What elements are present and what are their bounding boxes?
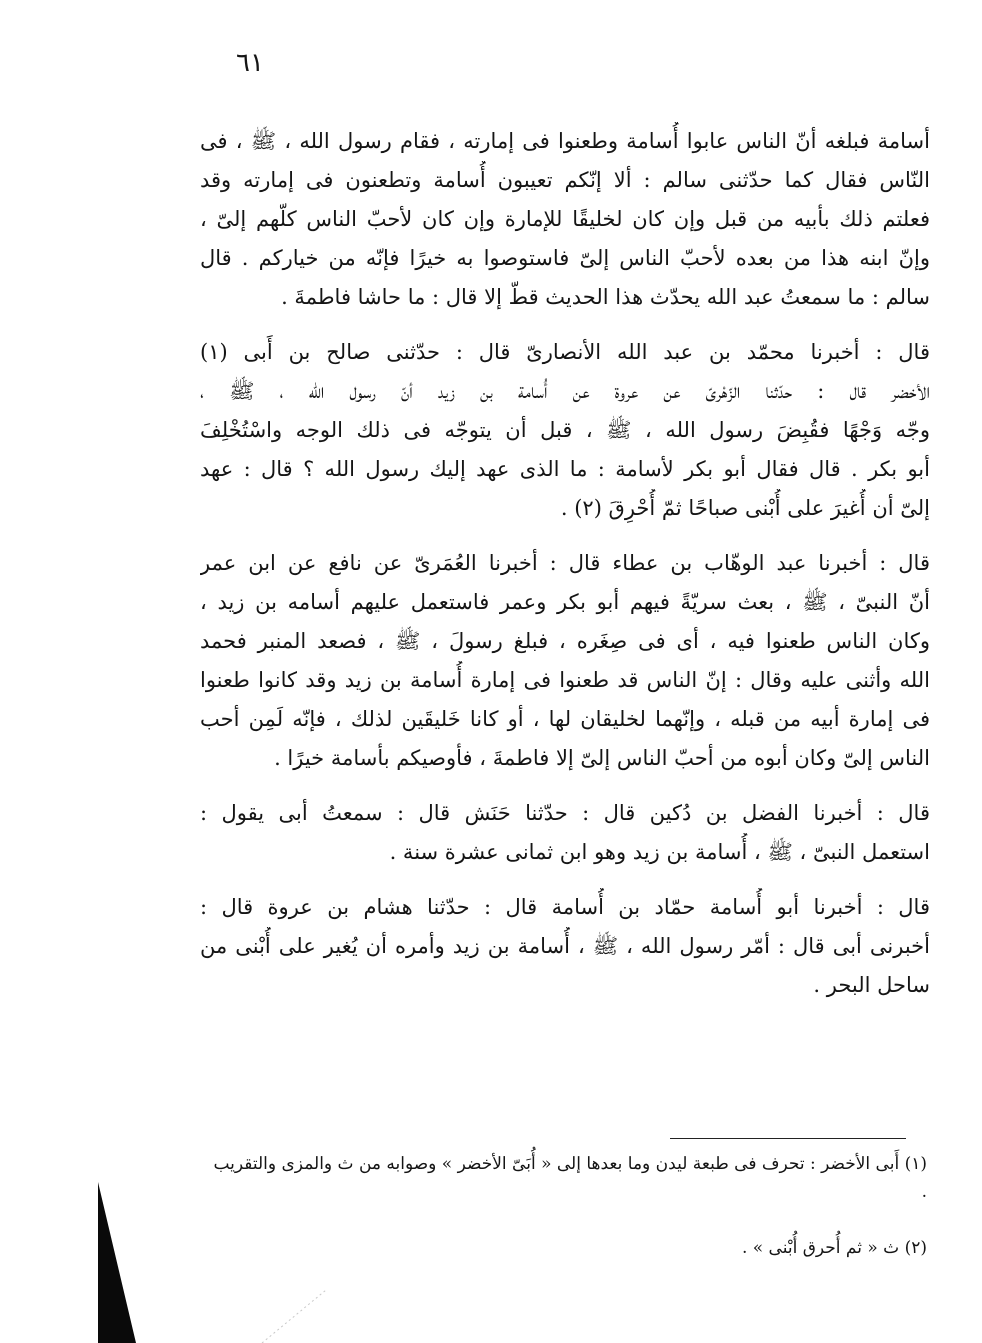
text-line: فعلتم ذلك بأبيه من قبل وإن كان لخليقًا للإمارة وإن كان لأحبّ الناس كلّهم إلىّ ، — [200, 207, 930, 231]
footnote-2: (٢) ث « ثم أُحرق أُبْنى » . — [741, 1238, 927, 1258]
text-line: أسامة فبلغه أنّ الناس عابوا أُسامة وطعنوا فى إمارته ، فقام رسول الله ، ﷺ ، فى — [200, 129, 930, 153]
text-line: قال : أخبرنا الفضل بن دُكين قال : حدّثنا حَنَش قال : سمعتُ أبى يقول : — [200, 801, 930, 825]
text-line: استعمل النبىّ ، ﷺ ، أُسامة بن زيد وهو ابن ثمانى عشرة سنة . — [389, 840, 930, 864]
footnote-divider — [670, 1138, 906, 1139]
text-line: وجّه وَجْهًا فقُبِضَ رسول الله ، ﷺ ، قبل أن يتوجّه فى ذلك الوجه واسْتُخْلِفَ — [200, 418, 930, 442]
text-line: أنّ النبىّ ، ﷺ ، بعث سريّةً فيهم أبو بكر وعمر فاستعمل عليهم أسامه بن زيد ، — [200, 590, 930, 614]
text-line: قال : أخبرنا محمّد بن عبد الله الأنصارىّ قال : حدّثنى صالح بن أَبى (١) — [200, 340, 930, 364]
scan-streak — [262, 1290, 326, 1343]
paragraph-3 — [200, 544, 930, 778]
text-line: أخبرنى أبى قال : أمّر رسول الله ، ﷺ ، أُسامة بن زيد وأمره أن يُغير على أُبْنى من — [200, 934, 930, 958]
text-line: الناس إلىّ وكان أبوه من أحبّ الناس إلىّ إلا فاطمةَ ، فأوصيكم بأسامة خيرًا . — [274, 746, 930, 770]
paragraph-5 — [200, 888, 930, 1005]
text-line: الأخضر قال : حدّثنا الزّهْرىّ عن عروة عن أُسامة بن زيد أنّ رسول الله ، ﷺ ، — [200, 379, 930, 403]
paragraph-2 — [200, 333, 930, 528]
text-line: إلىّ أن أُغيرَ على أُبْنى صباحًا ثمّ أُحْرِقَ (٢) . — [560, 496, 930, 520]
text-line: سالم : ما سمعتُ عبد الله يحدّث هذا الحديث قطّ إلا قال : ما حاشا فاطمةَ . — [281, 285, 930, 309]
text-line: ساحل البحر . — [813, 973, 930, 997]
text-line: الله وأثنى عليه وقال : إنّ الناس قد طعنوا فى إمارة أُسامة بن زيد وقد كانوا طعنوا — [200, 668, 930, 692]
text-line: أبو بكر . قال فقال أبو بكر لأسامة : ما الذى عهد إليك رسول الله ؟ قال : عهد — [200, 457, 930, 481]
text-line: النّاس فقال كما حدّثنى سالم : ألا إنّكم تعيبون أُسامة وتطعنون فى إمارته وقد — [200, 168, 930, 192]
text-line: فى إمارة أبيه من قبله ، وإنّهما لخليقان لها ، أو كانا خَليقَين لذلك ، فإنّه لَمِن أحب — [200, 707, 930, 731]
binding-shadow — [98, 1182, 136, 1343]
page-number: ٦١ — [236, 48, 264, 78]
text-line: قال : أخبرنا عبد الوهّاب بن عطاء قال : أخبرنا العُمَرىّ عن نافع عن ابن عمر — [200, 551, 930, 575]
footnote-1: (١) أَبى الأخضر : تحرف فى طبعة ليدن وما بعدها إلى « أُبَىّ الأخضر » وصوابه من ث والمزى والتقريب . — [213, 1154, 927, 1202]
main-text — [200, 122, 930, 1005]
footnotes — [205, 1150, 927, 1262]
paragraph-4 — [200, 794, 930, 872]
text-line: قال : أخبرنا أبو أُسامة حمّاد بن أُسامة قال : حدّثنا هشام بن عروة قال : — [200, 895, 930, 919]
text-line: وإنّ ابنه هذا من بعده لأحبّ الناس إلىّ فاستوصوا به خيرًا فإنّه من خياركم . قال — [200, 246, 930, 270]
text-line: وكان الناس طعنوا فيه ، أى فى صِغَره ، فبلغ رسولَ ، ﷺ ، فصعد المنبر فحمد — [200, 629, 930, 653]
paragraph-1 — [200, 122, 930, 317]
